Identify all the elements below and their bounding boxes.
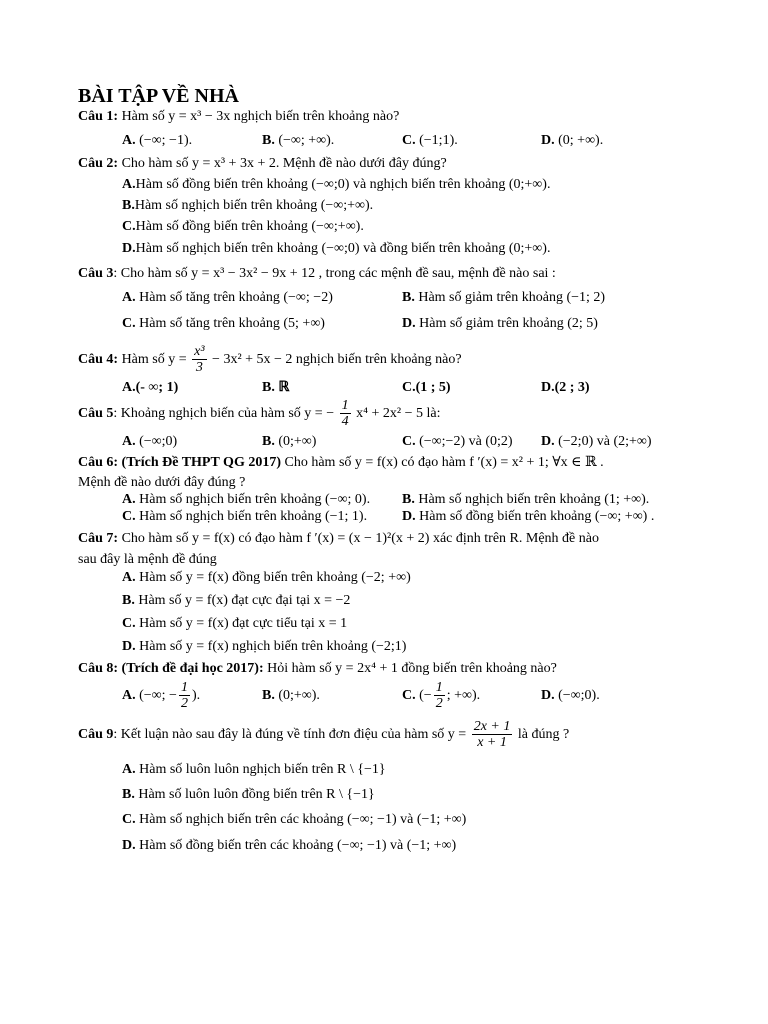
q9-option-c: C. Hàm số nghịch biến trên các khoảng (−∞; −1) và (−1; +∞) (122, 812, 467, 827)
q1-option-a: A. (−∞; −1). (122, 133, 193, 148)
question-2 (78, 155, 447, 173)
fraction-numerator: x³ (194, 344, 205, 360)
option-letter: A. (122, 133, 136, 148)
question-text: Hỏi hàm số y = 2x⁴ + 1 đồng biến trên khoảng nào? (267, 661, 557, 676)
option-letter: A. (122, 177, 136, 192)
question-text-pre: : Kết luận nào sau đây là đúng về tính đơn điệu của hàm số y = (113, 727, 467, 742)
q8-option-d: D. (−∞;0). (541, 688, 600, 703)
option-letter: A. (122, 570, 136, 585)
option-letter: B. (402, 492, 415, 507)
question-text-pre: Hàm số y = (121, 352, 187, 367)
q9-option-a: A. Hàm số luôn luôn nghịch biến trên R \ {−1} (122, 762, 386, 777)
question-7 (78, 530, 599, 548)
option-letter: B. (402, 290, 415, 305)
q6-option-b: B. Hàm số nghịch biến trên khoảng (1; +∞). (402, 492, 650, 507)
fraction (434, 680, 445, 711)
q1-option-c: C. (−1;1). (402, 133, 458, 148)
question-label: Câu 6: (Trích Đề THPT QG 2017) (78, 455, 281, 470)
q1-option-b: B. (−∞; +∞). (262, 133, 335, 148)
q8-option-a (122, 678, 200, 714)
question-1 (78, 108, 399, 126)
option-letter: D. (122, 639, 136, 654)
fraction-denominator: x + 1 (477, 735, 507, 751)
q3-option-c: C. Hàm số tăng trên khoảng (5; +∞) (122, 316, 325, 331)
q2-option-b: B.Hàm số nghịch biến trên khoảng (−∞;+∞). (122, 198, 374, 213)
fraction-denominator: 4 (341, 414, 349, 430)
q1-option-d: D. (0; +∞). (541, 133, 604, 148)
option-letter: D. (541, 688, 555, 703)
question-text-post: − 3x² + 5x − 2 nghịch biến trên khoảng nào? (212, 352, 462, 367)
q8-option-b: B. (0;+∞). (262, 688, 320, 703)
question-label: Câu 4: (78, 352, 119, 367)
option-letter: B. (262, 133, 275, 148)
option-letter: D. (402, 509, 416, 524)
question-4 (78, 342, 462, 378)
q7-option-c: C. Hàm số y = f(x) đạt cực tiểu tại x = 1 (122, 616, 348, 631)
option-letter: D. (402, 316, 416, 331)
q4-option-d: D.(2 ; 3) (541, 380, 590, 395)
option-text-left: (− (419, 688, 432, 703)
option-letter: A. (122, 762, 136, 777)
question-label: Câu 7: (78, 531, 119, 546)
question-8 (78, 660, 557, 678)
question-text: Cho hàm số y = x³ + 3x + 2. Mệnh đề nào dưới đây đúng? (121, 156, 447, 171)
question-text-pre: : Khoảng nghịch biến của hàm số y = − (113, 406, 335, 421)
question-9 (78, 716, 569, 754)
question-label: Câu 9 (78, 727, 114, 742)
option-letter: D. (122, 838, 136, 853)
fraction-numerator: 2x + 1 (473, 719, 511, 735)
q7-option-b: B. Hàm số y = f(x) đạt cực đại tại x = −2 (122, 593, 351, 608)
q5-option-d: D. (−2;0) và (2;+∞) (541, 434, 652, 449)
option-letter: C. (122, 219, 136, 234)
q2-option-a: A.Hàm số đồng biến trên khoảng (−∞;0) và nghịch biến trên khoảng (0;+∞). (122, 177, 551, 192)
fraction (192, 344, 206, 375)
option-letter: C. (122, 509, 136, 524)
q9-option-b: B. Hàm số luôn luôn đồng biến trên R \ {−1} (122, 787, 375, 802)
option-letter: C. (402, 434, 416, 449)
option-text-left: (−∞; − (139, 688, 177, 703)
question-3 (78, 265, 556, 283)
question-6 (78, 454, 604, 472)
fraction (472, 719, 513, 750)
fraction (179, 680, 190, 711)
question-label: Câu 2: (78, 156, 119, 171)
question-label: Câu 3 (78, 266, 114, 281)
q4-option-a: A.(- ∞; 1) (122, 380, 179, 395)
question-label: Câu 1: (78, 109, 119, 124)
question-text: Cho hàm số y = f(x) có đạo hàm f ′(x) = x² + 1; ∀x ∈ ℝ . (284, 455, 604, 470)
option-letter: A. (122, 434, 136, 449)
question-text: Hàm số y = x³ − 3x nghịch biến trên khoảng nào? (121, 109, 400, 124)
q2-option-d: D.Hàm số nghịch biến trên khoảng (−∞;0) và đồng biến trên khoảng (0;+∞). (122, 241, 551, 256)
fraction-numerator: 1 (435, 680, 443, 696)
option-letter: B. (262, 434, 275, 449)
fraction-denominator: 2 (180, 696, 188, 712)
option-letter: D. (541, 434, 555, 449)
option-letter: D. (122, 241, 136, 256)
q3-option-b: B. Hàm số giảm trên khoảng (−1; 2) (402, 290, 606, 305)
fraction (340, 398, 351, 429)
question-text-post: x⁴ + 2x² − 5 là: (356, 406, 441, 421)
question-7-line-2: sau đây là mệnh đề đúng (78, 552, 217, 567)
option-letter: A. (122, 492, 136, 507)
q3-option-d: D. Hàm số giảm trên khoảng (2; 5) (402, 316, 598, 331)
option-letter: A. (122, 688, 136, 703)
question-text: Cho hàm số y = f(x) có đạo hàm f ′(x) = (x − 1)²(x + 2) xác định trên R. Mệnh đề nào (121, 531, 599, 546)
option-letter: C. (122, 812, 136, 827)
option-text-right: ). (191, 688, 201, 703)
option-letter: B. (122, 787, 135, 802)
q6-option-c: C. Hàm số nghịch biến trên khoảng (−1; 1). (122, 509, 368, 524)
q5-option-c: C. (−∞;−2) và (0;2) (402, 434, 513, 449)
fraction-denominator: 2 (435, 696, 443, 712)
question-label: Câu 8: (Trích đề đại học 2017): (78, 661, 264, 676)
page-title: BÀI TẬP VỀ NHÀ (78, 85, 239, 107)
option-text-right: ; +∞). (446, 688, 481, 703)
q3-option-a: A. Hàm số tăng trên khoảng (−∞; −2) (122, 290, 333, 305)
fraction-numerator: 1 (180, 680, 188, 696)
option-letter: B. (262, 688, 275, 703)
option-letter: B. (122, 198, 135, 213)
question-text: : Cho hàm số y = x³ − 3x² − 9x + 12 , trong các mệnh đề sau, mệnh đề nào sai : (113, 266, 556, 281)
option-letter: A. (122, 290, 136, 305)
question-label: Câu 5 (78, 406, 114, 421)
q5-option-b: B. (0;+∞) (262, 434, 317, 449)
option-letter: C. (122, 616, 136, 631)
q7-option-a: A. Hàm số y = f(x) đồng biến trên khoảng (−2; +∞) (122, 570, 411, 585)
fraction-numerator: 1 (341, 398, 349, 414)
option-letter: B. (122, 593, 135, 608)
q4-option-b: B. ℝ (262, 380, 290, 395)
q5-option-a: A. (−∞;0) (122, 434, 178, 449)
q8-option-c (402, 678, 480, 714)
question-6-line-2: Mệnh đề nào dưới đây đúng ? (78, 475, 246, 490)
q9-option-d: D. Hàm số đồng biến trên các khoảng (−∞; −1) và (−1; +∞) (122, 838, 457, 853)
q2-option-c: C.Hàm số đồng biến trên khoảng (−∞;+∞). (122, 219, 364, 234)
option-letter: C. (402, 688, 416, 703)
option-letter: C. (402, 133, 416, 148)
question-5 (78, 396, 440, 432)
option-letter: D. (541, 133, 555, 148)
option-letter: C. (122, 316, 136, 331)
question-text-post: là đúng ? (517, 727, 570, 742)
q7-option-d: D. Hàm số y = f(x) nghịch biến trên khoảng (−2;1) (122, 639, 407, 654)
fraction-denominator: 3 (195, 360, 203, 376)
q6-option-d: D. Hàm số đồng biến trên khoảng (−∞; +∞) . (402, 509, 655, 524)
q6-option-a: A. Hàm số nghịch biến trên khoảng (−∞; 0). (122, 492, 371, 507)
q4-option-c: C.(1 ; 5) (402, 380, 451, 395)
